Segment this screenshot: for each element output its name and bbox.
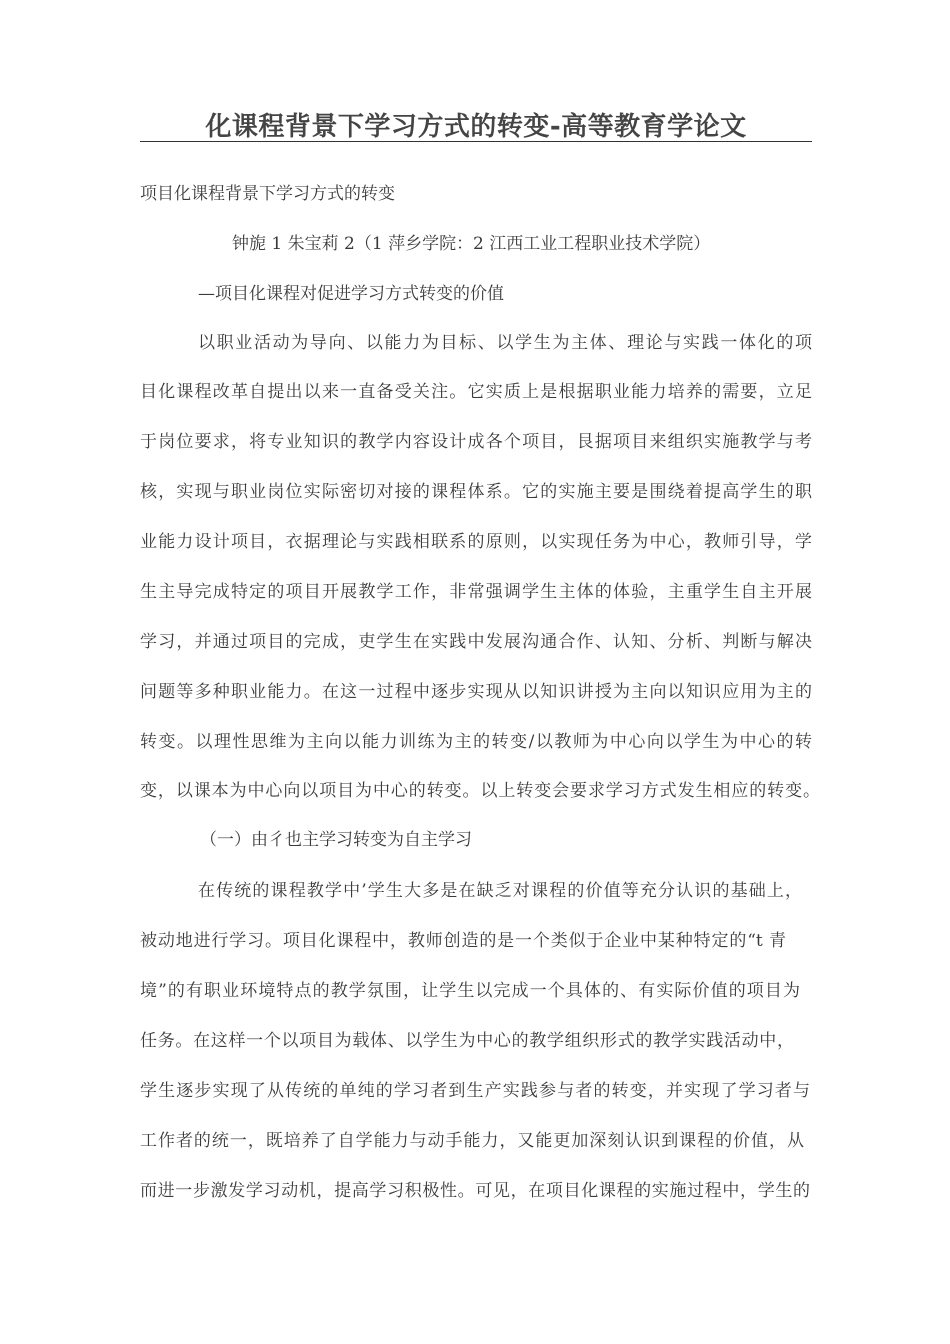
document-subtitle: 项目化课程背景下学习方式的转变 bbox=[140, 184, 395, 204]
paragraph-line: 以职业活动为导向、以能力为目标、以学生为主体、理论与实践一体化的项 bbox=[198, 333, 812, 353]
paragraph-line: 任务。在这样一个以项目为载体、以学生为中心的教学组织形式的教学实践活动中， bbox=[140, 1031, 794, 1051]
paragraph-line: 变，以课本为中心向以项目为中心的转变。以上转变会要求学习方式发生相应的转变。 bbox=[140, 781, 820, 801]
paragraph-line: 被动地进行学习。项目化课程中，教师创造的是一个类似于企业中某种特定的“t 青 bbox=[140, 931, 786, 951]
section-heading: —项目化课程对促进学习方式转变的价值 bbox=[198, 284, 504, 304]
paragraph-line: 转变。以理性思维为主向以能力训练为主的转变/以教师为中心向以学生为中心的转 bbox=[140, 732, 812, 752]
paragraph-line: 问题等多种职业能力。在这一过程中逐步实现从以知识讲授为主向以知识应用为主的 bbox=[140, 682, 812, 702]
paragraph-line: 学习，并通过项目的完成，吏学生在实践中发展沟通合作、认知、分析、判断与解决 bbox=[140, 632, 812, 652]
document-title: 化课程背景下学习方式的转变-高等教育学论文 bbox=[205, 112, 747, 142]
paragraph-line: 工作者的统一，既培养了自学能力与动手能力，又能更加深刻认识到课程的价值，从 bbox=[140, 1131, 804, 1151]
paragraph-line: 生主导完成特定的项目开展教学工作，非常强调学生主体的体验，主重学生自主开展 bbox=[140, 582, 812, 602]
paragraph-line: 核，实现与职业岗位实际密切对接的课程体系。它的实施主要是围绕着提高学生的职 bbox=[140, 482, 812, 502]
paragraph-line: 在传统的课程教学中’学生大多是在缺乏对课程的价值等充分认识的基础上， bbox=[198, 881, 802, 901]
title-underline bbox=[140, 141, 812, 142]
paragraph-line: 目化课程改革自提出以来一直备受关注。它实质上是根据职业能力培养的需要，立足 bbox=[140, 382, 812, 402]
paragraph-line: 而进一步激发学习动机，提高学习积极性。可见，在项目化课程的实施过程中，学生的 bbox=[140, 1181, 810, 1201]
paragraph-line: 境”的有职业环境特点的教学氛围，让学生以完成一个具体的、有实际价值的项目为 bbox=[140, 981, 800, 1001]
paragraph-line: 学生逐步实现了从传统的单纯的学习者到生产实践参与者的转变，并实现了学习者与 bbox=[140, 1081, 810, 1101]
paragraph-line: 于岗位要求，将专业知识的教学内容设计成各个项目，艮据项目来组织实施教学与考 bbox=[140, 432, 812, 452]
subsection-heading: （一）由彳也主学习转变为自主学习 bbox=[200, 830, 472, 850]
paragraph-line: 业能力设计项目，衣据理论与实践相联系的原则，以实现任务为中心，教师引导，学 bbox=[140, 532, 812, 552]
author-line: 钟旎 1 朱宝莉 2（1 萍乡学院：2 江西工业工程职业技术学院） bbox=[232, 234, 711, 254]
